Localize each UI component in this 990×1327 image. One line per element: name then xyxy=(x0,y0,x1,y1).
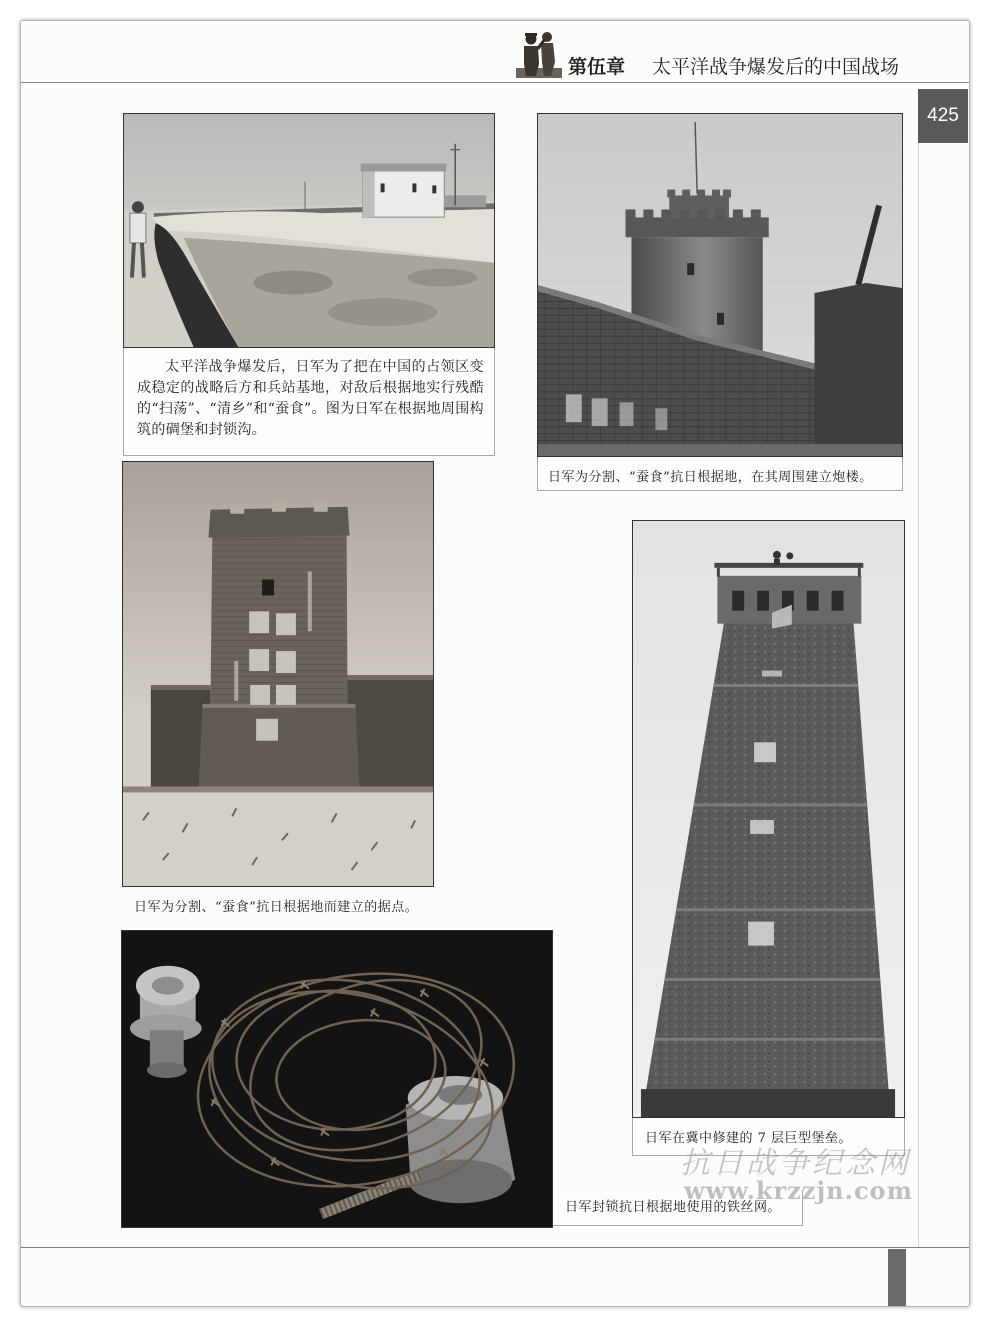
chapter-number: 第伍章 xyxy=(568,56,626,78)
watermark-url: www.krzzjn.com xyxy=(684,1176,913,1205)
photo-barbed-wire xyxy=(121,930,553,1228)
photo-stronghold xyxy=(122,461,434,887)
page-number: 425 xyxy=(918,89,968,143)
caption-barbed-wire: 日军封锁抗日根据地使用的铁丝网。 xyxy=(553,1190,803,1226)
photo-giant-fortress xyxy=(632,520,905,1118)
header-divider xyxy=(21,82,969,83)
caption-giant-fortress: 日军在冀中修建的 7 层巨型堡垒。 xyxy=(632,1118,905,1156)
caption-round-tower: 日军为分割、“蚕食”抗日根据地，在其周围建立炮楼。 xyxy=(537,457,903,491)
chapter-title: 太平洋战争爆发后的中国战场 xyxy=(652,56,900,78)
caption-trench-blockhouse: 太平洋战争爆发后，日军为了把在中国的占领区变成稳定的战略后方和兵站基地，对敌后根据地实行残酷的“扫荡”、“清乡”和“蚕食”。图为日军在根据地周围构筑的碉堡和封锁沟。 xyxy=(123,348,495,456)
photo-trench-blockhouse xyxy=(123,113,495,348)
margin-rule xyxy=(918,143,919,1247)
watermark-site-name: 抗日战争纪念网 xyxy=(680,1146,911,1181)
caption-stronghold: 日军为分割、“蚕食”抗日根据地而建立的据点。 xyxy=(134,900,419,915)
footer-tab xyxy=(888,1249,906,1306)
square-tower xyxy=(199,504,360,791)
photo-round-tower xyxy=(537,113,903,457)
footer-divider xyxy=(21,1247,969,1248)
soldiers-silhouette-icon xyxy=(516,28,562,78)
blockhouse xyxy=(361,164,447,218)
